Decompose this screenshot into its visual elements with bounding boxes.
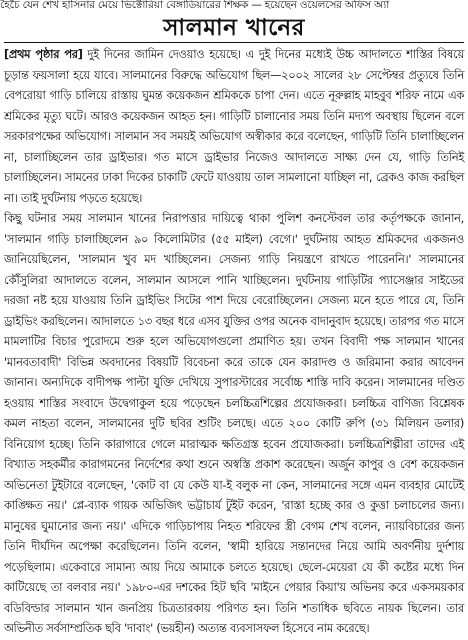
headline-divider [4,42,464,43]
article-body [4,45,464,635]
article-headline: সালমান খানের [163,15,305,41]
previous-article-cutoff-line: হৈচৈ যেন শেখ হাসিনার মেয়ে ভিক্টোরিয়া বেঙ্গাডিয়ারের শিক্ষক — হয়েছেন ওয়েলসের অফিস অ্যা [0,0,390,11]
article-paragraph-2 [4,209,464,640]
article-paragraph-1 [4,45,464,209]
paragraph-1-text: দুই দিনের জামিন দেওয়াও হয়েছে। এ দুই দিনের মধ্যেই উচ্চ আদালতে শাস্তির বিষয়ে চূড়ান্ত ফয়সালা হয়ে যাবে। সালমানের বিরুদ্ধে অভিযোগ ছিল—২০০২ সালের ২৮ সেপ্টেম্বর প্রত্যুষে তিনি বেপরোয়া গাড়ি চালিয়ে রাস্তায় ঘুমন্ত কয়েকজন শ্রমিককে চাপা দেন। এতে নূরুল্লাহ মাহবুব শরিফ নামে এক শ্রমিকের মৃত্যু ঘটে। আরও কয়েকজন আহত হন। গাড়িটি চালানোর সময় তিনি মদ্যপ অবস্থায় ছিলেন বলে সরকারপক্ষের অভিযোগ। সালমান সব সময়ই অভিযোগ অস্বীকার করে বলেছেন, গাড়িটি তিনি চালাচ্ছিলেন না, চালাচ্ছিলেন তার ড্রাইভার। গত মাসে ড্রাইভার নিজেও আদালতে সাক্ষ্য দেন যে, গাড়ি তিনিই চালাচ্ছিলেন। সামনের ঢাকা দিকের চাকাটি ফেটে যাওয়ায় তাল সামলানো যাচ্ছিল না, ব্রেকও কাজ করছিল না। তাই দুর্ঘটনায় পড়তে হয়েছে। [4,48,464,205]
continuation-marker: [প্রথম পৃষ্ঠার পর] [4,48,83,61]
paragraph-2-text: কিছু ঘটনার সময় সালমান খানের নিরাপত্তার দায়িত্বে থাকা পুলিশ কনস্টেবল তার কর্তৃপক্ষকে জানান, 'সালমান গাড়ি চালাচ্ছিলেন ৯০ কিলোমিটার (৫৫ মাইল) বেগে।' দুর্ঘটনায় আহত শ্রমিকদের একজনও জানিয়েছিলেন, 'সালমান খুব মদ খাচ্ছিলেন। সেজন্য গাড়ি নিয়ন্ত্রণে রাখতে পারেননি।' সালমানের কৌঁসুলিরা আদালতে বলেন, সালমান আসলে পানি খাচ্ছিলেন। দুর্ঘটনায় গাড়িটির প্যাসেঞ্জার সাইডের দরজা নষ্ট হয়ে যাওয়ায় তিনি ড্রাইভিং সিটের পাশ দিয়ে বেরোচ্ছিলেন। সেজন্য মনে হতে পারে যে, তিনি ড্রাইভিং করছিলেন। আদালতে ১৩ বছর ধরে এসব যুক্তির ওপর অনেক বাদানুবাদ হয়েছে। তারপর গত মাসে মামলাটির বিচার পুরোদমে শুরু হলে অভিযোগগুলো প্রমাণিত হয়। তখন বিবাদী পক্ষ সালমান খানের 'মানবতাবাদী' বিভিন্ন অবদানের বিষয়টি বিবেচনা করে তাকে যেন কারাদণ্ড ও জরিমানা করার আবেদন জানান। অন্যদিকে বাদীপক্ষ পাল্টা যুক্তি দেখিয়ে সুপারস্টারের সর্বোচ্চ শাস্তি দাবি করেন। সালমানের দণ্ডিত হওয়ায় শাস্তির সংবাদে উদ্বেগাকুল হয়ে পড়েছেন চলচ্চিত্রশিল্পের প্রযোজকরা। চলচ্চিত্র বাণিজ্য বিশ্লেষক কমল নাহতা বলেন, সালমানের দুটি ছবির শুটিং চলছে। এতে ২০০ কোটি রুপি (৩১ মিলিয়ন ডলার) বিনিয়োগ হচ্ছে। তিনি কারাগারে গেলে মারাত্মক ক্ষতিগ্রস্ত হবেন প্রযোজকরা। চলচ্চিত্রশিল্পীরা তাদের এই বিখ্যাত সহকর্মীর কারাগমনের নির্দেশের কথা শুনে অস্বস্তি প্রকাশ করেছেন। অর্জুন কাপুর ও বেশ কয়েকজন অভিনেতা টুইটারে বলেছেন, 'কোট বা যে কেউ যা-ই বলুক না কেন, সালমানের সঙ্গে এমন ব্যবহার মোটেই কাঙ্ক্ষিত নয়।' প্লে-ব্যাক গায়ক অভিজিৎ ভট্টাচার্য টুইট করেন, 'রাস্তা হচ্ছে কার ও কুত্তা চলাচলের জন্য। মানুষের ঘুমানোর জন্য নয়।' এদিকে গাড়িচাপায় নিহত শরিফের স্ত্রী বেগম শেখ বলেন, ন্যায়বিচারের জন্য তিনি দীর্ঘদিন অপেক্ষা করেছিলেন। তিনি বলেন, 'স্বামী হারিয়ে সন্তানদের নিয়ে আমি অবর্ণনীয় দুর্দশায় পড়েছিলাম। একেবারে সামান্য আয় দিয়ে আমাকে চলতে হয়েছে। ছেলে-মেয়েরা যে কী কষ্টের মধ্যে দিন কাটিয়েছে তা বলবার নয়।' ১৯৮০-এর দশকের হিট ছবি 'মাইনে পেয়ার কিয়া'য় অভিনয় করে একসময়কার বডিবিল্ডার সালমান খান জনপ্রিয় চিত্রতারকায় পরিণত হন। তিনি শতাধিক ছবিতে নায়ক ছিলেন। তার অভিনীত সর্বসাম্প্রতিক ছবি 'দাবাং' (ভয়হীন) অত্যন্ত ব্যবসাসফল হিসেবে নাম করেছে। [4,212,464,635]
